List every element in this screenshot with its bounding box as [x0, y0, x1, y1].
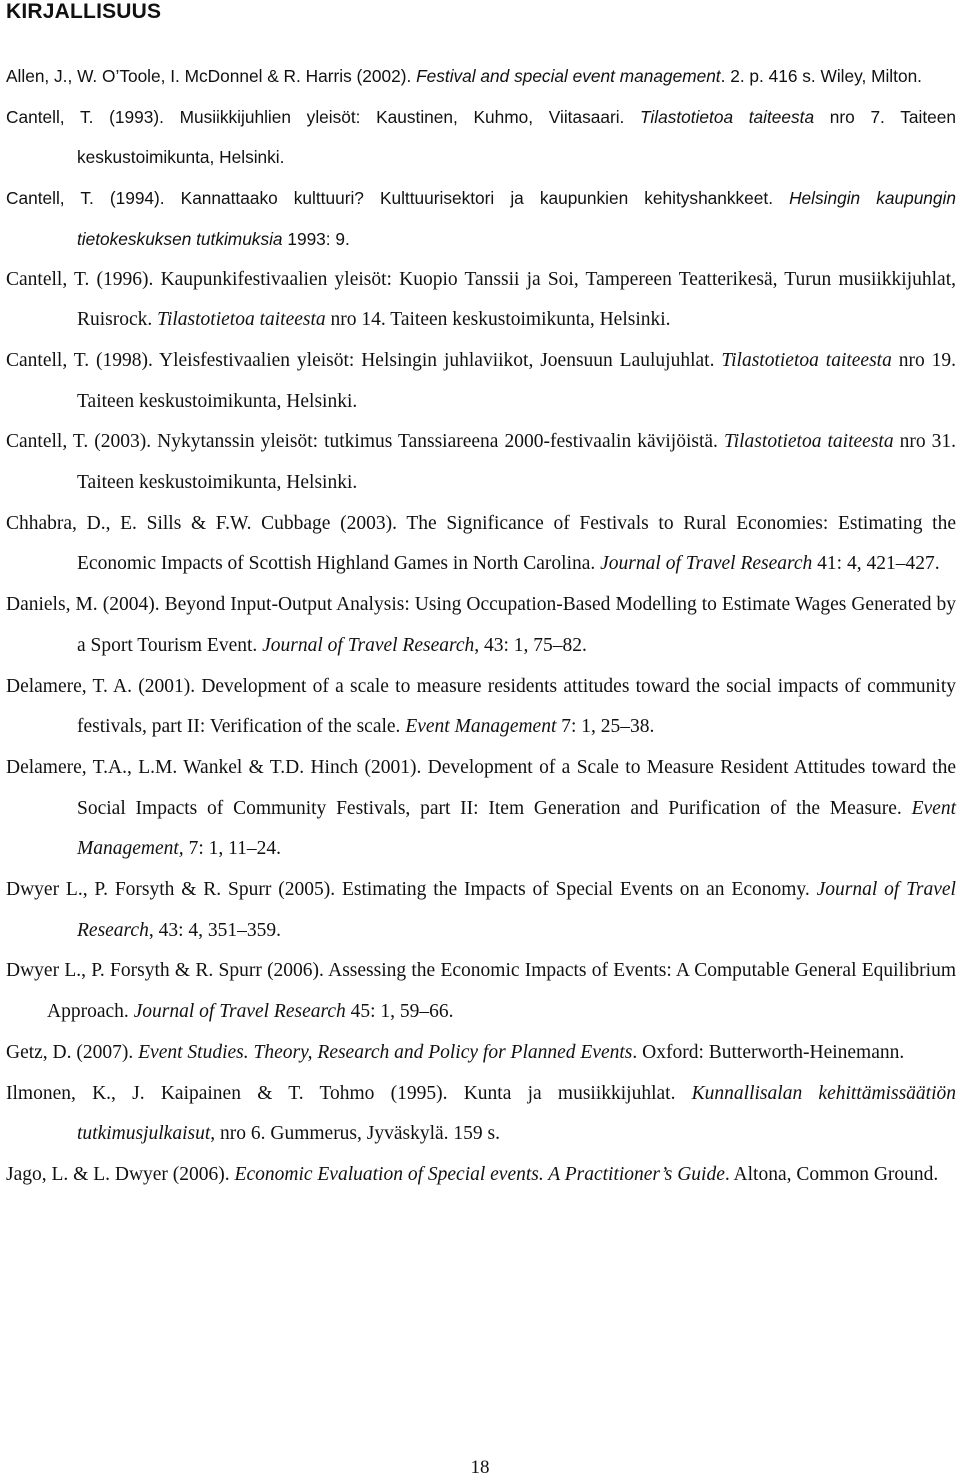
reference-text: Cantell, T. (1998). Yleisfestivaalien yleisöt: Helsingin juhlaviikot, Joensuun Laulujuhlat.: [6, 349, 722, 371]
reference-text: Chhabra, D., E. Sills & F.W. Cubbage (2003). The Significance of Festivals to Rural Economies: Estimating the Economic Impacts of Scottish Highland Games in North Carolina.: [6, 512, 956, 575]
reference-text: , 43: 4, 351–359.: [148, 919, 282, 941]
reference-text: . Oxford: Butterworth-Heinemann.: [632, 1041, 905, 1063]
reference-text: Dwyer L., P. Forsyth & R. Spurr (2006). Assessing the Economic Impacts of Events: A Computable General Equilibrium Approach.: [6, 960, 956, 1023]
reference-text: Allen, J., W. O’Toole, I. McDonnel & R. Harris (2002).: [6, 66, 417, 86]
reference-entry: [6, 951, 956, 1032]
reference-entry: [6, 97, 956, 178]
reference-list: [6, 56, 956, 1196]
reference-text: nro 31. Taiteen keskustoimikunta, Helsinki.: [77, 431, 957, 494]
reference-text: 45: 1, 59–66.: [345, 1001, 454, 1023]
reference-title-italic: Helsingin kaupungin tietokeskuksen tutkimuksia: [77, 188, 956, 249]
reference-text: Jago, L. & L. Dwyer (2006).: [6, 1163, 235, 1185]
reference-entry: [6, 585, 956, 666]
reference-title-italic: Economic Evaluation of Special events. A Practitioner’s Guide: [234, 1163, 725, 1185]
reference-text: Cantell, T. (1993). Musiikkijuhlien yleisöt: Kaustinen, Kuhmo, Viitasaari.: [6, 106, 641, 127]
reference-title-italic: Journal of Travel Research: [133, 1001, 346, 1023]
reference-text: nro 7. Taiteen keskustoimikunta, Helsinki.: [77, 106, 956, 168]
reference-entry: [6, 178, 956, 259]
reference-text: 1993: 9.: [282, 228, 350, 249]
reference-title-italic: Journal of Travel Research: [262, 634, 475, 656]
reference-title-italic: Event Studies. Theory, Research and Policy for Planned Events: [138, 1041, 633, 1063]
reference-entry: [6, 1074, 956, 1155]
reference-title-italic: Festival and special event management: [416, 66, 721, 86]
reference-text: nro 14. Taiteen keskustoimikunta, Helsinki.: [325, 309, 671, 331]
reference-text: 7: 1, 11–24.: [183, 838, 282, 860]
reference-title-italic: Kunnallisalan kehittämissäätiön tutkimusjulkaisut: [77, 1082, 956, 1145]
reference-text: Daniels, M. (2004). Beyond Input-Output Analysis: Using Occupation-Based Modelling to Estimate Wages Generated by a Sport Tourism Event.: [6, 594, 956, 656]
section-heading: KIRJALLISUUS: [6, 0, 162, 23]
reference-text: Cantell, T. (1994). Kannattaako kulttuuri? Kulttuurisektori ja kaupunkien kehityshankkeet.: [6, 188, 790, 209]
reference-title-italic: Event Management,: [77, 797, 956, 860]
reference-text: 41: 4, 421–427.: [812, 553, 940, 575]
reference-text: , nro 6. Gummerus, Jyväskylä. 159 s.: [210, 1123, 501, 1145]
reference-entry: [6, 748, 956, 870]
reference-text: Cantell, T. (1996). Kaupunkifestivaalien yleisöt: Kuopio Tanssii ja Soi, Tampereen Teatterikesä, Turun musiikkijuhlat, Ruisrock.: [6, 268, 956, 331]
reference-title-italic: Tilastotietoa taiteesta: [640, 106, 815, 127]
reference-text: Delamere, T.A., L.M. Wankel & T.D. Hinch (2001). Development of a Scale to Measure Resident Attitudes toward the Social Impacts of Community Festivals, part II: Item Generation and Purification of the Measure.: [6, 756, 956, 819]
reference-text: . 2. p. 416 s. Wiley, Milton.: [720, 66, 922, 86]
reference-title-italic: Tilastotietoa taiteesta: [723, 431, 894, 453]
reference-entry: [6, 870, 956, 951]
reference-text: Cantell, T. (2003). Nykytanssin yleisöt: tutkimus Tanssiareena 2000-festivaalin kävijöistä.: [6, 431, 724, 453]
page-number: 18: [470, 1457, 490, 1478]
reference-text: Delamere, T. A. (2001). Development of a scale to measure residents attitudes toward the social impacts of community festivals, part II: Verification of the scale.: [6, 675, 956, 738]
reference-text: Dwyer L., P. Forsyth & R. Spurr (2005). Estimating the Impacts of Special Events on an Economy.: [6, 879, 817, 901]
reference-text: Getz, D. (2007).: [6, 1041, 139, 1063]
reference-title-italic: Journal of Travel Research: [77, 879, 956, 941]
reference-entry: [6, 422, 956, 503]
reference-title-italic: Event Management: [405, 716, 557, 738]
reference-title-italic: Tilastotietoa taiteesta: [157, 309, 326, 331]
reference-title-italic: Journal of Travel Research: [600, 553, 813, 575]
reference-text: 7: 1, 25–38.: [556, 716, 655, 738]
reference-entry: [6, 667, 956, 748]
reference-text: , 43: 1, 75–82.: [474, 634, 587, 656]
reference-entry: [6, 1155, 956, 1196]
reference-entry: [6, 56, 956, 97]
reference-text: Ilmonen, K., J. Kaipainen & T. Tohmo (1995). Kunta ja musiikkijuhlat.: [6, 1082, 692, 1104]
reference-entry: [6, 1033, 956, 1074]
reference-entry: [6, 260, 956, 341]
reference-entry: [6, 504, 956, 585]
reference-text: . Altona, Common Ground.: [724, 1163, 939, 1185]
reference-entry: [6, 341, 956, 422]
reference-text: nro 19. Taiteen keskustoimikunta, Helsinki.: [77, 349, 956, 412]
reference-title-italic: Tilastotietoa taiteesta: [721, 349, 892, 371]
